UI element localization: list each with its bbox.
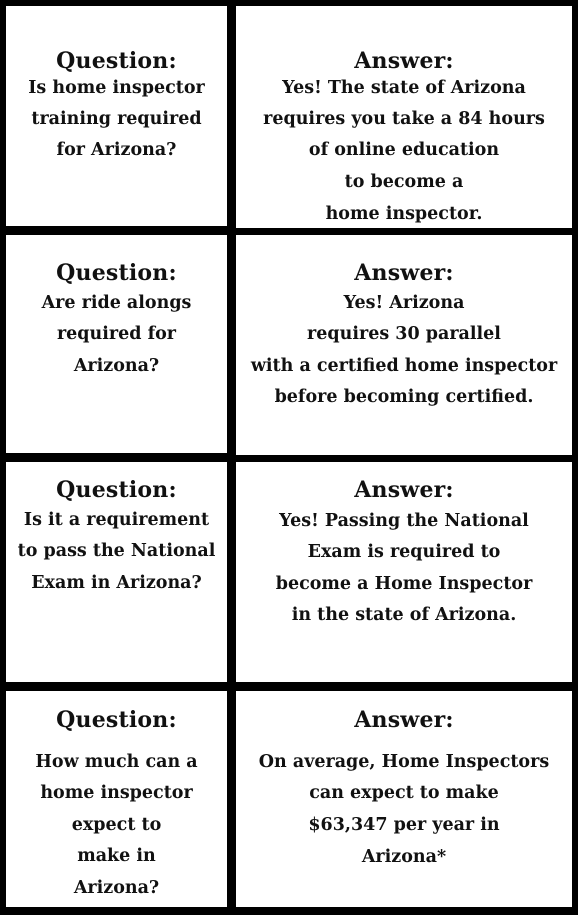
question-heading: Question:: [56, 707, 177, 733]
question-line: How much can a: [35, 752, 198, 772]
question-card-1: [6, 6, 227, 226]
answer-line: of online education: [308, 140, 500, 160]
question-heading: Question:: [56, 48, 177, 74]
answer-line: Arizona*: [361, 847, 447, 867]
answer-line: Yes! Arizona: [343, 293, 465, 313]
question-line: for Arizona?: [56, 140, 177, 160]
question-line: Exam in Arizona?: [31, 573, 202, 593]
question-line: home inspector: [40, 783, 193, 803]
question-line: Arizona?: [73, 356, 160, 376]
question-line: expect to: [71, 815, 162, 835]
answer-line: can expect to make: [309, 783, 499, 803]
question-card-2: [6, 235, 227, 453]
question-line: Is home inspector: [28, 78, 205, 98]
answer-card-1: [236, 6, 572, 228]
answer-line: requires 30 parallel: [307, 324, 501, 344]
answer-heading: Answer:: [354, 48, 454, 74]
answer-line: Yes! The state of Arizona: [282, 78, 526, 98]
question-line: training required: [31, 109, 202, 129]
answer-line: before becoming certified.: [274, 387, 534, 407]
question-heading: Question:: [56, 260, 177, 286]
answer-heading: Answer:: [354, 260, 454, 286]
answer-line: home inspector.: [325, 204, 483, 224]
answer-heading: Answer:: [354, 477, 454, 503]
question-line: make in: [77, 846, 156, 866]
answer-line: Yes! Passing the National: [279, 511, 529, 531]
question-heading: Question:: [56, 477, 177, 503]
question-line: Arizona?: [73, 878, 160, 898]
question-line: Is it a requirement: [23, 510, 210, 530]
question-line: required for: [56, 324, 177, 344]
answer-line: in the state of Arizona.: [291, 605, 517, 625]
answer-card-2: [236, 235, 572, 455]
answer-line: become a Home Inspector: [275, 574, 533, 594]
answer-line: Exam is required to: [307, 542, 501, 562]
answer-heading: Answer:: [354, 707, 454, 733]
question-line: Are ride alongs: [41, 293, 192, 313]
answer-card-4: [236, 691, 572, 907]
answer-line: to become a: [344, 172, 464, 192]
question-card-4: [6, 691, 227, 907]
answer-line: On average, Home Inspectors: [258, 752, 550, 772]
answer-card-3: [236, 462, 572, 682]
answer-line: $63,347 per year in: [308, 815, 500, 835]
question-line: to pass the National: [17, 541, 216, 561]
answer-line: with a certified home inspector: [250, 356, 558, 376]
answer-line: requires you take a 84 hours: [263, 109, 545, 129]
question-card-3: [6, 462, 227, 682]
